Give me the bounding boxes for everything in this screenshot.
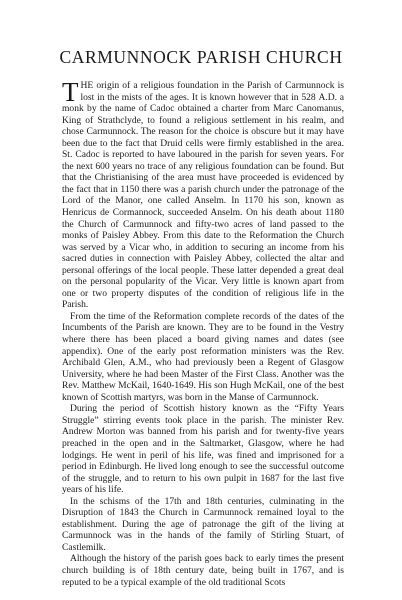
paragraph-2: [62, 311, 344, 403]
paragraph-1-text-b: a monk by the name of Cadoc obtained a charter from Marc Canomanus, King of Strathclyde, to found a religious settlement in his realm, and chose Carmunnock. The reason for the choice is obscure but it may have been due to the fact that Druid cells were firmly established in the area. St. Cadoc is reported to have laboured in the parish for seven years. For the next 600 years no trace of any religious foundation can be found. But that the Christianising of the area must have proceeded is evidenced by the fact that in 1150 there was a parish church under the patronage of the Lord of the Manor, one called Anselm. In 1170 his son, known as Henricus de Cormannock, succeeded Anselm. On his death about 1180 the Church of Carmunnock and fifty-two acres of land passed to the monks of Paisley Abbey. From this date to the Reformation the Church was served by a Vicar who, in addition to securing an income from his sacred duties in connection with Paisley Abbey, collected the altar and personal offerings of the local people. These latter depended a great deal on the personal popularity of the Vicar. Very little is known apart from one or two property disputes of the condition of religious life in the Parish.: [62, 91, 345, 311]
paragraph-4: In the schisms of the 17th and 18th centuries, culminating in the Disruption of 1843 the Church in Carmunnock remained loyal to the establishment. During the age of patronage the gift of the living at Carmunnock was in the hands of the family of Stirling Stuart, of Castlemilk.: [62, 495, 344, 553]
era-abbreviation: A.D.: [318, 91, 337, 103]
page-title: CARMUNNOCK PARISH CHURCH: [59, 47, 343, 67]
paragraph-1-text-a: HE origin of a religious foundation in the Parish of Carmunnock is lost in the mists of the ages. It is known however that in 528: [80, 80, 344, 103]
paragraph-2-text-b: , who had previously been a Regent of Glasgow University, where he had been Master of the First Class. Another was the Rev. Matthew McKail, 1640-1649. His son Hugh McKail, one of the best known of Scottish martyrs, was born in the Manse of Carmunnock.: [62, 357, 344, 403]
degree-abbreviation: A.M.: [128, 357, 150, 369]
paragraph-3: During the period of Scottish history known as the “Fifty Years Struggle” stirring events took place in the parish. The minister Rev. Andrew Morton was banned from his parish and for twenty-five years preached in the open and in the Saltmarket, Glasgow, where he had lodgings. He went in peril of his life, was fined and imprisoned for a period in Edinburgh. He lived long enough to see the successful outcome of the struggle, and to return to his own pulpit in 1687 for the last five years of his life.: [62, 403, 344, 496]
drop-cap: T: [62, 77, 79, 107]
paragraph-5: Although the history of the parish goes back to early times the present church building is of 18th century date, being built in 1767, and is reputed to be a typical example of the old traditional Scots: [62, 553, 344, 588]
paragraph-2-text-a: From the time of the Reformation complete records of the dates of the Incumbents of the Parish are known. They are to be found in the Vestry where there has been placed a board giving names and dates (see appendix). One of the early post reformation ministers was the Rev. Archibald Glen,: [62, 310, 344, 369]
body-text: [62, 77, 345, 588]
paragraph-1: [62, 77, 345, 311]
